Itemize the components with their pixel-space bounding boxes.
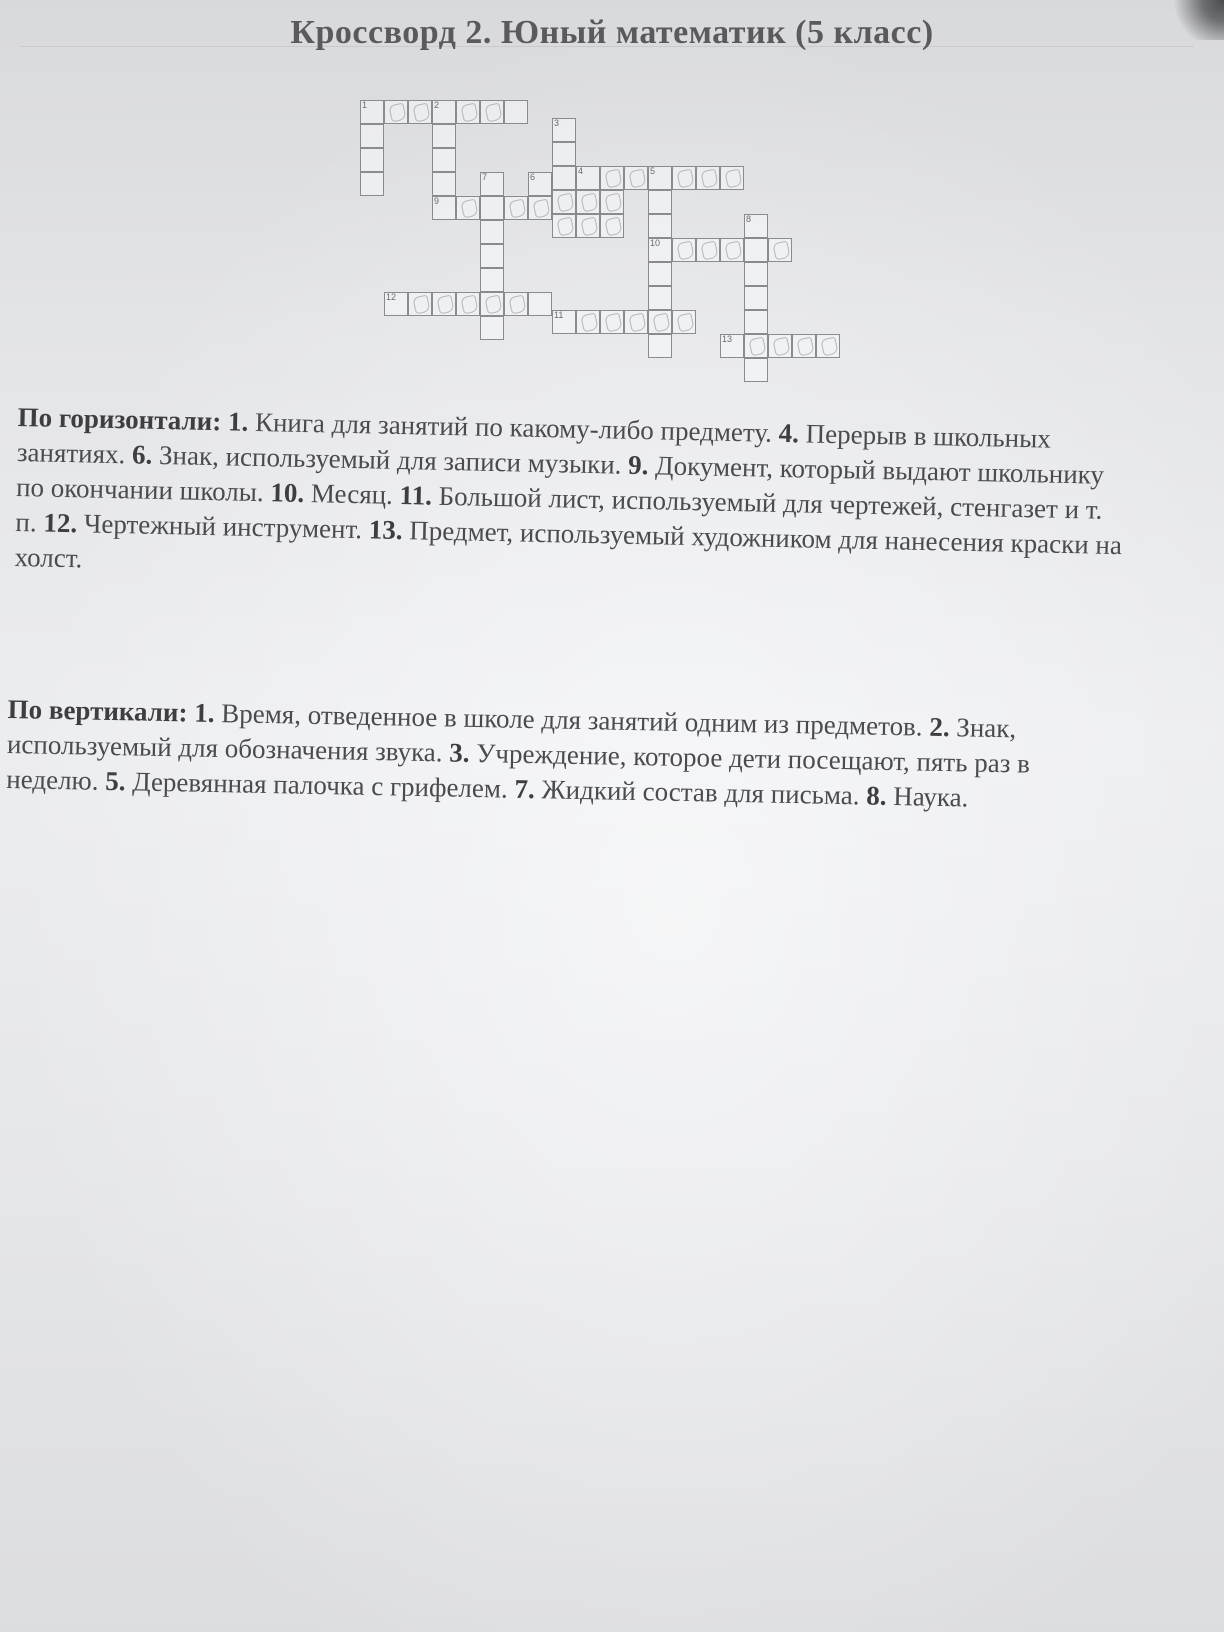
clue-text: Время, отведенное в школе для занятий одним из предметов. xyxy=(220,698,923,742)
pencil-mark xyxy=(820,337,838,357)
crossword-cell[interactable] xyxy=(432,124,456,148)
cell-number: 9 xyxy=(434,196,440,206)
clue-text: Наука. xyxy=(893,781,969,813)
clue-number: 2. xyxy=(929,711,950,743)
crossword-cell[interactable] xyxy=(600,214,624,238)
crossword-cell[interactable] xyxy=(744,358,768,382)
crossword-cell[interactable] xyxy=(624,166,648,190)
crossword-cell[interactable] xyxy=(432,292,456,316)
crossword-cell[interactable] xyxy=(456,196,480,220)
crossword-cell[interactable] xyxy=(480,316,504,340)
crossword-cell[interactable] xyxy=(432,196,456,220)
crossword-cell[interactable] xyxy=(792,334,816,358)
clue-number: 7. xyxy=(514,773,536,805)
crossword-cell[interactable] xyxy=(696,166,720,190)
crossword-cell[interactable] xyxy=(432,172,456,196)
crossword-cell[interactable] xyxy=(600,310,624,334)
pencil-mark xyxy=(460,295,478,315)
crossword-cell[interactable] xyxy=(600,166,624,190)
crossword-cell[interactable] xyxy=(648,310,672,334)
crossword-cell[interactable] xyxy=(384,100,408,124)
crossword-cell[interactable] xyxy=(552,310,576,334)
pencil-mark xyxy=(484,295,502,315)
page-title: Кроссворд 2. Юный математик (5 класс) xyxy=(290,14,934,51)
crossword-grid xyxy=(360,100,860,370)
crossword-cell[interactable] xyxy=(528,172,552,196)
crossword-cell[interactable] xyxy=(552,214,576,238)
crossword-cell[interactable] xyxy=(744,238,768,262)
pencil-mark xyxy=(436,295,454,315)
down-clues xyxy=(6,692,1118,818)
clue-number: 8. xyxy=(866,780,887,811)
crossword-cell[interactable] xyxy=(672,310,696,334)
crossword-cell[interactable] xyxy=(816,334,840,358)
down-heading: По вертикали: xyxy=(7,693,188,728)
pencil-mark xyxy=(412,103,430,123)
clue-number: 13. xyxy=(368,514,403,546)
pencil-mark xyxy=(796,337,814,357)
pencil-mark xyxy=(508,199,526,219)
crossword-cell[interactable] xyxy=(360,124,384,148)
pencil-mark xyxy=(772,241,790,261)
clue-text: Большой лист, используемый для чертежей, стенгазет и т. п. xyxy=(15,480,1103,538)
clue-number: 10. xyxy=(270,477,305,509)
cell-number: 5 xyxy=(650,166,656,176)
crossword-cell[interactable] xyxy=(456,292,480,316)
cell-number: 11 xyxy=(554,310,564,320)
crossword-cell[interactable] xyxy=(552,118,576,142)
clue-text: Чертежный инструмент. xyxy=(83,508,363,545)
crossword-cell[interactable] xyxy=(672,166,696,190)
crossword-cell[interactable] xyxy=(432,148,456,172)
pencil-mark xyxy=(412,295,430,315)
crossword-cell[interactable] xyxy=(720,166,744,190)
crossword-cell[interactable] xyxy=(648,334,672,358)
crossword-cell[interactable] xyxy=(576,214,600,238)
pencil-mark xyxy=(460,199,478,219)
crossword-cell[interactable] xyxy=(480,220,504,244)
pencil-mark xyxy=(676,169,694,189)
cell-number: 7 xyxy=(482,172,488,182)
clue-text: Месяц. xyxy=(310,478,394,510)
crossword-cell[interactable] xyxy=(768,334,792,358)
crossword-cell[interactable] xyxy=(504,196,528,220)
clue-number: 6. xyxy=(131,439,153,470)
crossword-cell[interactable] xyxy=(696,238,720,262)
cell-number: 3 xyxy=(554,118,560,128)
crossword-cell[interactable] xyxy=(744,214,768,238)
clue-text: Документ, который выдают школьнику по окончании школы. xyxy=(15,450,1105,508)
crossword-cell[interactable] xyxy=(600,190,624,214)
pencil-mark xyxy=(556,217,574,237)
clue-number: 11. xyxy=(399,480,433,511)
clue-number: 1. xyxy=(227,406,249,437)
crossword-cell[interactable] xyxy=(576,190,600,214)
crossword-cell[interactable] xyxy=(528,196,552,220)
pencil-mark xyxy=(508,295,526,315)
crossword-cell[interactable] xyxy=(480,244,504,268)
crossword-cell[interactable] xyxy=(648,190,672,214)
crossword-cell[interactable] xyxy=(648,238,672,262)
pencil-mark xyxy=(700,169,718,189)
clue-text: Книга для занятий по какому-либо предмету. xyxy=(254,406,773,448)
crossword-cell[interactable] xyxy=(744,310,768,334)
pencil-mark xyxy=(388,103,406,123)
crossword-cell[interactable] xyxy=(360,172,384,196)
crossword-cell[interactable] xyxy=(528,292,552,316)
clue-text: Знак, используемый для обозначения звука. xyxy=(6,712,1017,768)
pencil-mark xyxy=(748,337,766,357)
crossword-cell[interactable] xyxy=(480,172,504,196)
crossword-cell[interactable] xyxy=(384,292,408,316)
crossword-cell[interactable] xyxy=(480,268,504,292)
crossword-cell[interactable] xyxy=(720,238,744,262)
across-clues xyxy=(14,400,1127,598)
pencil-mark xyxy=(580,193,598,213)
pencil-mark xyxy=(724,241,742,261)
clue-number: 12. xyxy=(43,507,78,539)
clue-text: Жидкий состав для письма. xyxy=(541,774,860,811)
crossword-cell[interactable] xyxy=(720,334,744,358)
pencil-mark xyxy=(628,313,646,333)
pencil-mark xyxy=(604,193,622,213)
crossword-cell[interactable] xyxy=(576,310,600,334)
pencil-mark xyxy=(628,169,646,189)
pencil-mark xyxy=(604,169,622,189)
pencil-mark xyxy=(580,217,598,237)
clue-number: 1. xyxy=(193,697,215,728)
pencil-mark xyxy=(604,217,622,237)
crossword-cell[interactable] xyxy=(648,262,672,286)
clue-text: Предмет, используемый художником для нанесения краски на холст. xyxy=(14,515,1123,574)
crossword-cell[interactable] xyxy=(360,100,384,124)
cell-number: 10 xyxy=(650,238,661,248)
cell-number: 2 xyxy=(434,100,440,110)
pencil-mark xyxy=(460,103,478,123)
crossword-cell[interactable] xyxy=(552,142,576,166)
pencil-mark xyxy=(700,241,718,261)
clue-text: Учреждение, которое дети посещают, пять раз в неделю. xyxy=(6,738,1031,796)
clue-text: Знак, используемый для записи музыки. xyxy=(158,439,622,480)
crossword-cell[interactable] xyxy=(552,166,576,190)
crossword-cell[interactable] xyxy=(624,310,648,334)
pencil-mark xyxy=(676,241,694,261)
crossword-cell[interactable] xyxy=(744,334,768,358)
crossword-cell[interactable] xyxy=(432,100,456,124)
pencil-mark xyxy=(652,313,670,333)
crossword-cell[interactable] xyxy=(480,196,504,220)
pencil-mark xyxy=(532,199,550,219)
cell-number: 1 xyxy=(362,100,368,110)
pencil-mark xyxy=(604,313,622,333)
crossword-cell[interactable] xyxy=(768,238,792,262)
pencil-mark xyxy=(484,103,502,123)
crossword-cell[interactable] xyxy=(648,166,672,190)
across-heading: По горизонтали: xyxy=(17,401,222,437)
crossword-cell[interactable] xyxy=(480,292,504,316)
cell-number: 4 xyxy=(578,166,584,176)
crossword-cell[interactable] xyxy=(504,292,528,316)
crossword-cell[interactable] xyxy=(480,100,504,124)
crossword-cell[interactable] xyxy=(504,100,528,124)
crossword-cell[interactable] xyxy=(648,214,672,238)
crossword-cell[interactable] xyxy=(744,262,768,286)
clue-number: 3. xyxy=(449,737,470,768)
cell-number: 8 xyxy=(746,214,752,224)
crossword-cell[interactable] xyxy=(408,292,432,316)
crossword-cell[interactable] xyxy=(576,166,600,190)
crossword-cell[interactable] xyxy=(744,286,768,310)
pencil-mark xyxy=(580,313,598,333)
pencil-mark xyxy=(676,313,694,333)
pencil-mark xyxy=(556,193,574,213)
clue-text: Деревянная палочка с грифелем. xyxy=(131,766,509,804)
clue-number: 9. xyxy=(627,449,649,481)
crossword-cell[interactable] xyxy=(552,190,576,214)
pencil-mark xyxy=(724,169,742,189)
cell-number: 6 xyxy=(530,172,536,182)
cell-number: 13 xyxy=(722,334,733,344)
pencil-mark xyxy=(772,337,790,357)
crossword-cell[interactable] xyxy=(360,148,384,172)
crossword-cell[interactable] xyxy=(456,100,480,124)
crossword-cell[interactable] xyxy=(408,100,432,124)
cell-number: 12 xyxy=(386,292,397,302)
clue-number: 5. xyxy=(104,765,126,797)
crossword-cell[interactable] xyxy=(672,238,696,262)
clue-number: 4. xyxy=(778,417,800,449)
clue-text: Перерыв в школьных занятиях. xyxy=(16,418,1052,470)
crossword-cell[interactable] xyxy=(648,286,672,310)
